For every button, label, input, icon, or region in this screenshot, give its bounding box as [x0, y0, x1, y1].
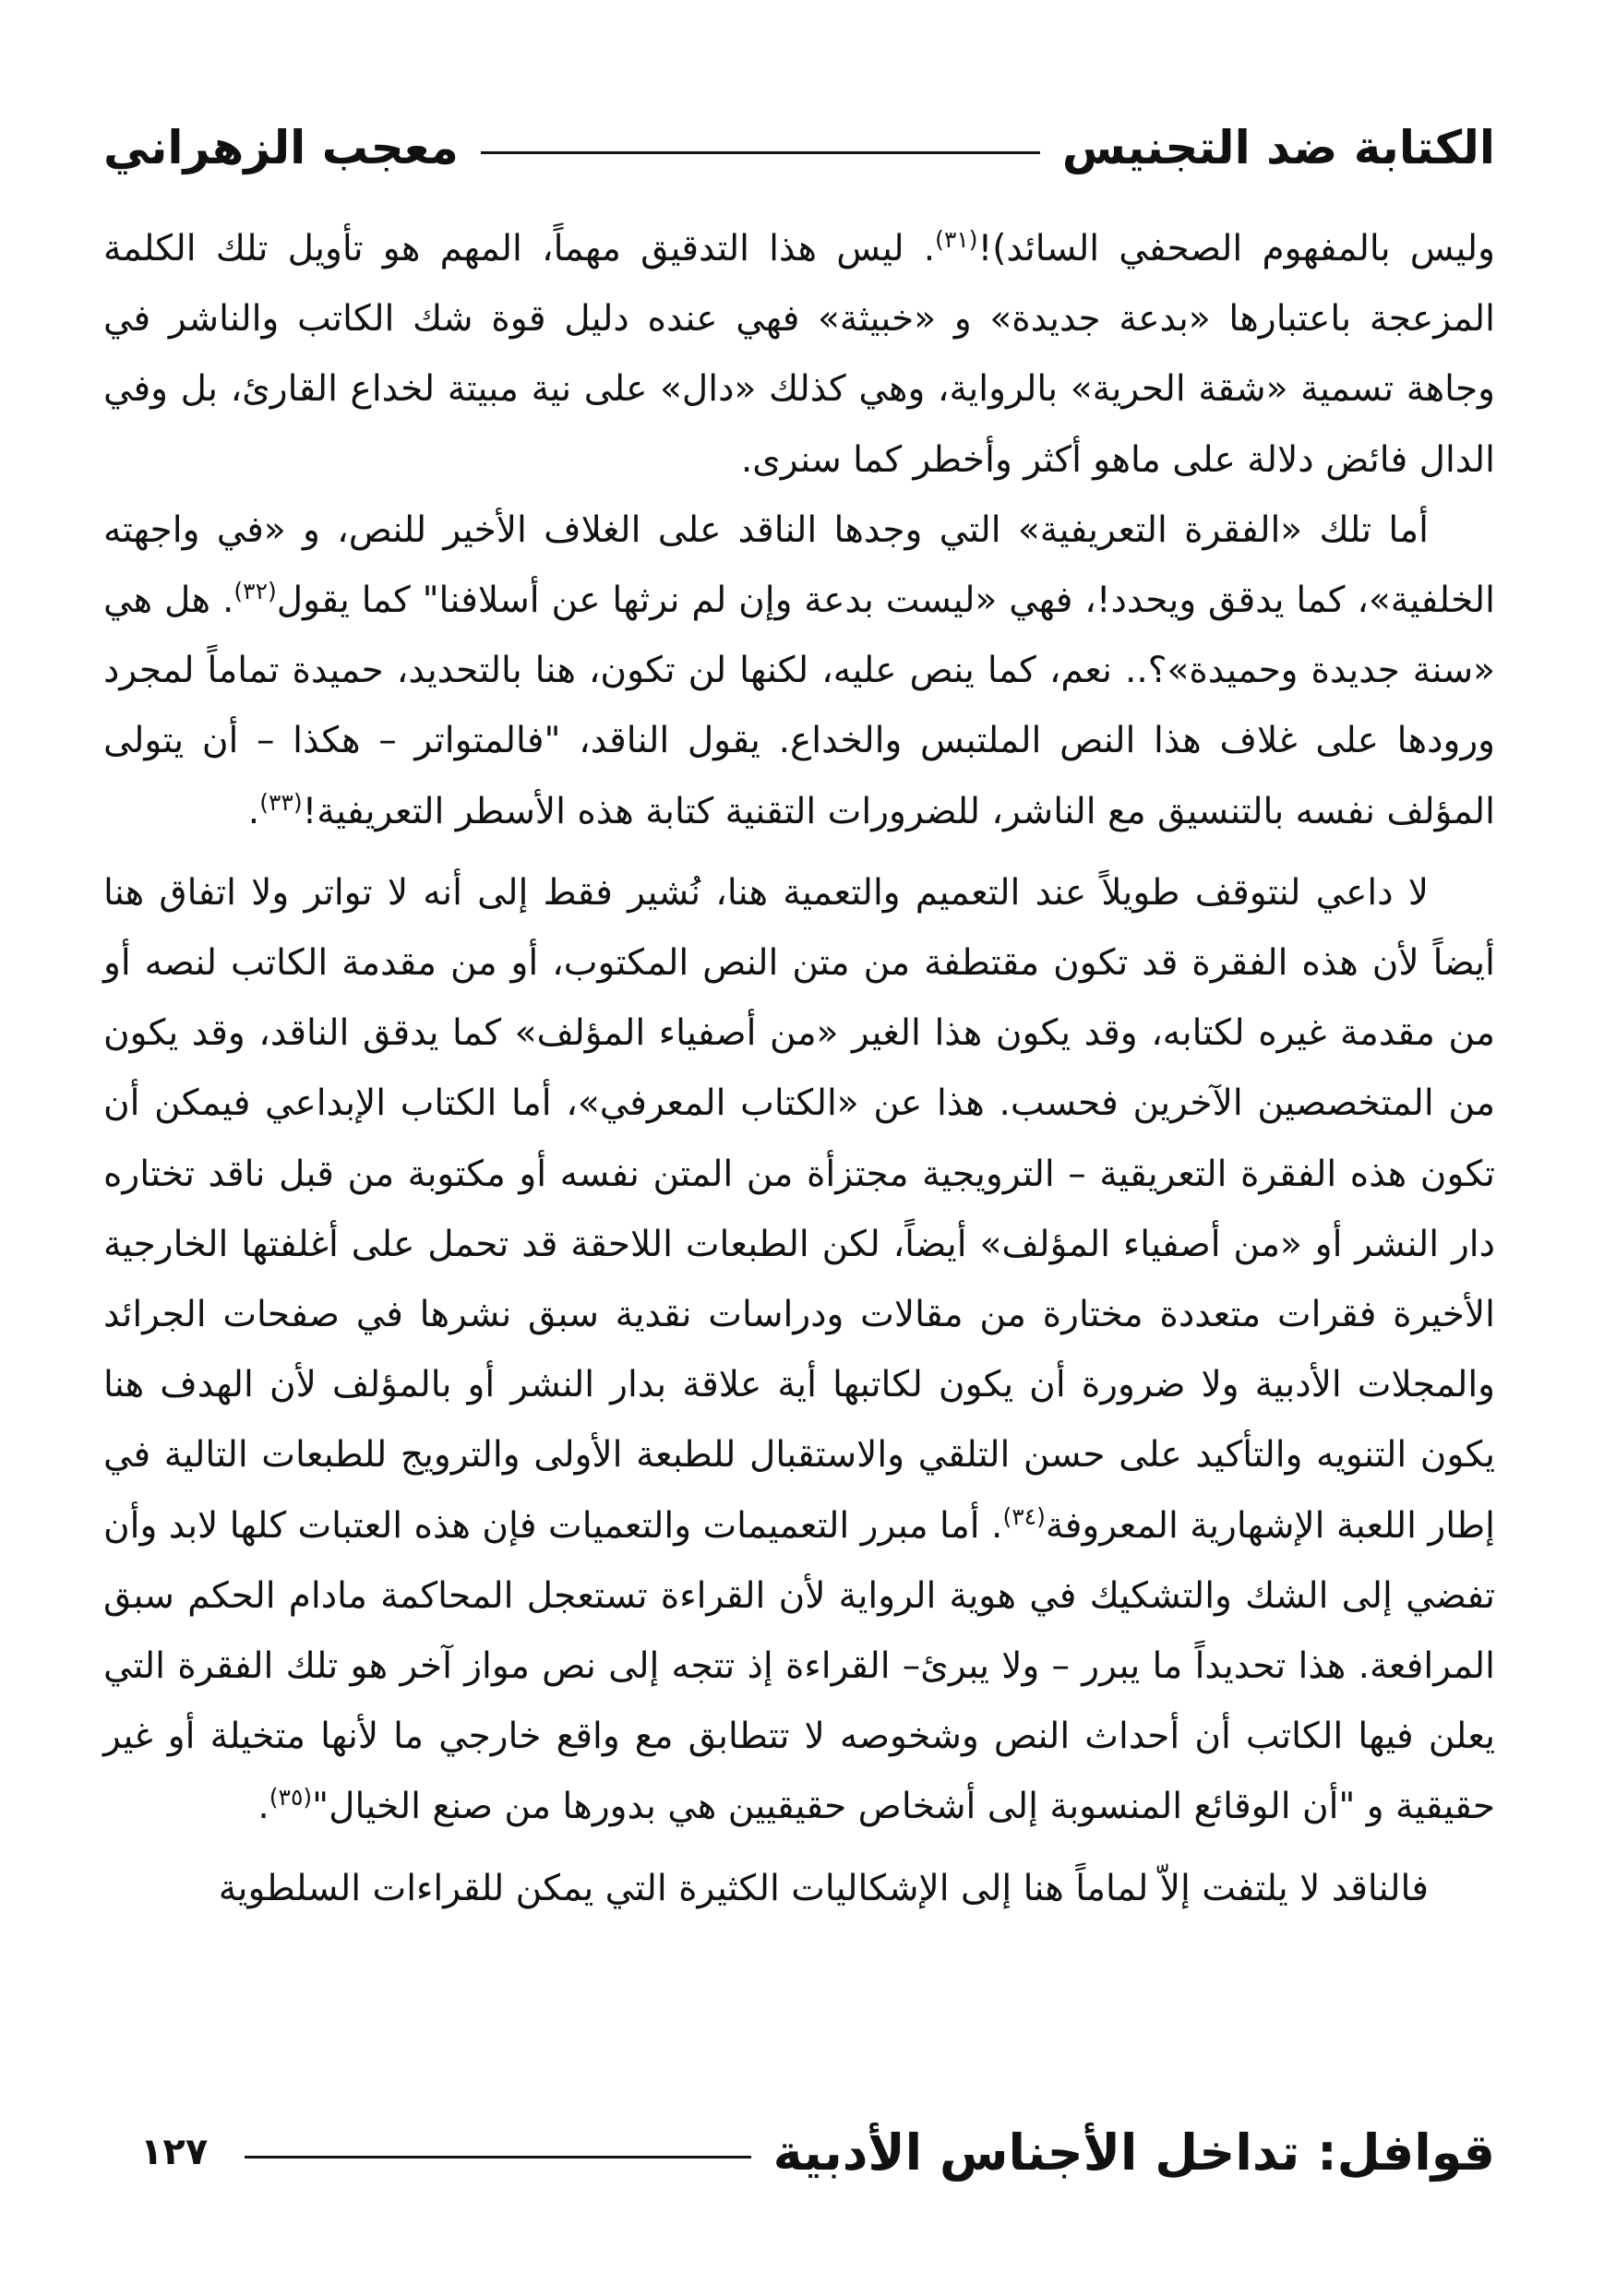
paragraph: [103, 858, 1495, 1843]
footnote-ref: (٣٤): [1002, 1502, 1046, 1530]
running-header: [103, 109, 1495, 186]
text-run: .: [247, 790, 260, 832]
author-name: معجب الزهراني: [103, 121, 459, 174]
text-run: فالناقد لا يلتفت إلاّ لماماً هنا إلى الإشكاليات الكثيرة التي يمكن للقراءات السلطوية: [218, 1867, 1429, 1909]
text-run: أما تلك «الفقرة التعريفية» التي وجدها الناقد على الغلاف الأخير للنص، و «في واجهته الخلفية»، كما يدقق ويحدد!، فهي «ليست بدعة وإن لم نرثها عن أسلافنا" كما يقول: [103, 508, 1495, 622]
footnote-ref: (٣٢): [233, 578, 277, 605]
page-number: ١٢٧: [140, 2131, 209, 2173]
footer-rule: [245, 2156, 750, 2158]
paragraph: [103, 1854, 1495, 1924]
footnote-ref: (٣٣): [259, 788, 303, 816]
text-run: . أما مبرر التعميمات والتعميات فإن هذه العتبات كلها لابد وأن تفضي إلى الشك والتشكيك في هوية الرواية لأن القراءة تستعجل المحاكمة مادام الحكم سبق المرافعة. هذا تحديداً ما يبرر – ولا يبرئ– القراءة إذ تتجه إلى نص مواز آخر هو تلك الفقرة التي يعلن فيها الكاتب أن أحداث النص وشخوصه لا تتطابق مع واقع خارجي ما لأنها متخيلة أو غير حقيقية و "أن الوقائع المنسوبة إلى أشخاص حقيقيين هي بدورها من صنع الخيال": [103, 1504, 1495, 1828]
body-text: [103, 214, 1495, 1924]
text-run: لا داعي لنتوقف طويلاً عند التعميم والتعمية هنا، نُشير فقط إلى أنه لا تواتر ولا اتفاق هنا أيضاً لأن هذه الفقرة قد تكون مقتطفة من متن النص المكتوب، أو من مقدمة الكاتب لنصه أو من مقدمة غيره لكتابه، وقد يكون هذا الغير «من أصفياء المؤلف» كما يدقق الناقد، وقد يكون من المتخصصين الآخرين فحسب. هذا عن «الكتاب المعرفي»، أما الكتاب الإبداعي فيمكن أن تكون هذه الفقرة التعريقية – الترويجية مجتزأة من المتن نفسه أو مكتوبة من قبل ناقد تختاره دار النشر أو «من أصفياء المؤلف» أيضاً، لكن الطبعات اللاحقة قد تحمل على أغلفتها الخارجية الأخيرة فقرات متعددة مختارة من مقالات ودراسات نقدية سبق نشرها في صفحات الجرائد والمجلات الأدبية ولا ضرورة أن يكون لكاتبها أية علاقة بدار النشر أو بالمؤلف لأن الهدف هنا يكون التنويه والتأكيد على حسن التلقي والاستقبال للطبعة الأولى والترويج للطبعات التالية في إطار اللعبة الإشهارية المعروفة: [103, 871, 1495, 1547]
running-footer: [103, 2113, 1495, 2191]
header-rule: [481, 151, 1040, 154]
book-title: الكتابة ضد التجنيس: [1061, 121, 1495, 174]
paragraph: [103, 496, 1495, 847]
text-run: وليس بالمفهوم الصحفي السائد)!: [977, 228, 1495, 269]
footnote-ref: (٣٥): [269, 1784, 313, 1812]
text-run: . هل هي «سنة جديدة وحميدة»؟.. نعم، كما ينص عليه، لكنها لن تكون، هنا بالتحديد، حميدة تماماً لمجرد ورودها على غلاف هذا النص الملتبس والخداع. يقول الناقد، "فالمتواتر – هكذا – أن يتولى المؤلف نفسه بالتنسيق مع الناشر، للضرورات التقنية كتابة هذه الأسطر التعريفية!: [103, 580, 1495, 832]
text-run: . ليس هذا التدقيق مهماً، المهم هو تأويل تلك الكلمة المزعجة باعتبارها «بدعة جديدة» و «خبيثة» فهي عنده دليل قوة شك الكاتب والناشر في وجاهة تسمية «شقة الحرية» بالرواية، وهي كذلك «دال» على نية مبيتة لخداع القارئ، بل وفي الدال فائض دلالة على ماهو أكثر وأخطر كما سنرى.: [103, 228, 1495, 481]
footnote-ref: (٣١): [935, 226, 978, 253]
paragraph: [103, 214, 1495, 496]
text-run: .: [257, 1786, 269, 1828]
series-title: قوافل: تداخل الأجناس الأدبية: [772, 2123, 1495, 2182]
